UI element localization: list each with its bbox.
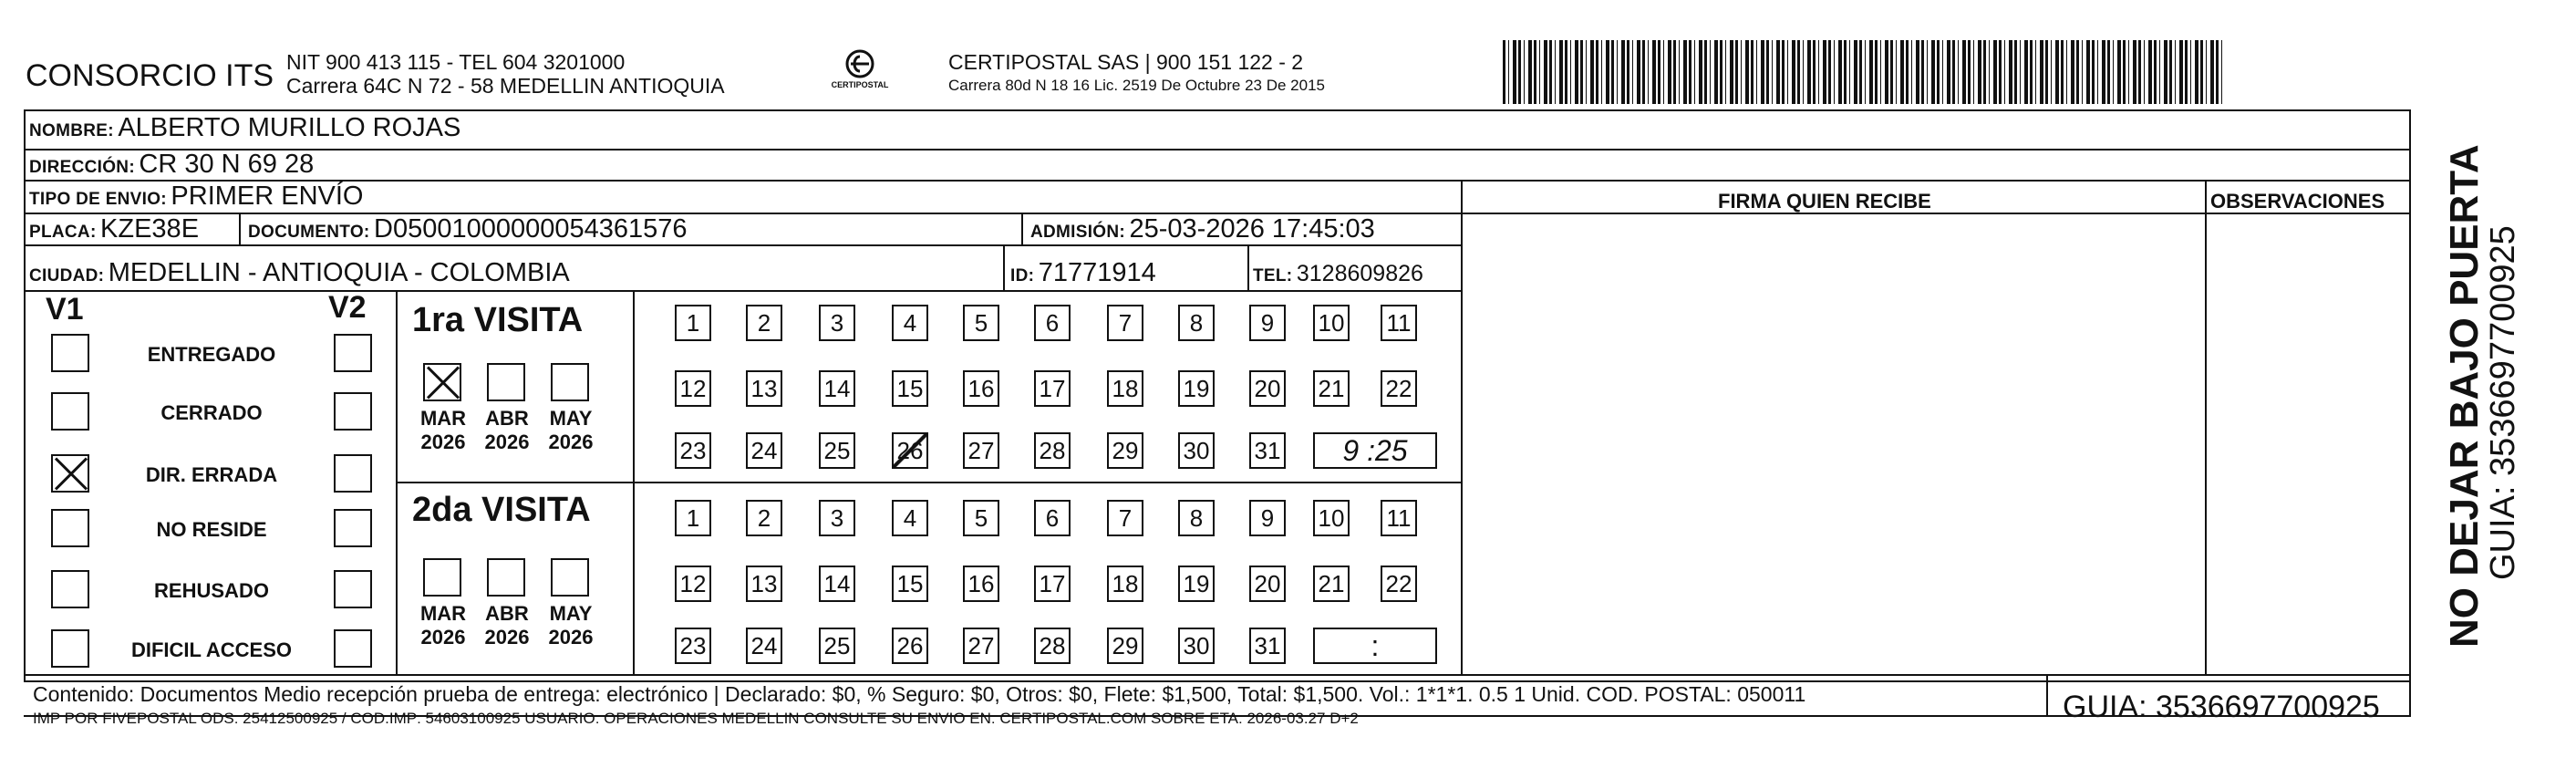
- day-box[interactable]: 5: [963, 500, 999, 536]
- barcode: [1503, 40, 2223, 104]
- day-box[interactable]: 17: [1034, 566, 1071, 602]
- day-box[interactable]: 20: [1249, 370, 1286, 407]
- v1-checkbox[interactable]: [51, 334, 89, 372]
- v2-checkbox[interactable]: [334, 570, 372, 608]
- nit-line: NIT 900 413 115 - TEL 604 3201000: [286, 50, 626, 74]
- day-box[interactable]: 9: [1249, 500, 1286, 536]
- v1-checkbox[interactable]: [51, 629, 89, 668]
- admision-label: ADMISIÓN:: [1030, 223, 1126, 242]
- certipostal-logo: [828, 44, 892, 102]
- day-box[interactable]: 26: [892, 628, 928, 664]
- tel-value: 3128609826: [1296, 261, 1423, 286]
- status-label: DIR. ERRADA: [145, 463, 278, 486]
- certipostal-line: CERTIPOSTAL SAS | 900 151 122 - 2: [948, 50, 1304, 74]
- visit1-time-box[interactable]: 9 :25: [1313, 432, 1437, 469]
- visit2-title: 2da VISITA: [412, 491, 591, 529]
- no-dejar-warning: NO DEJAR BAJO PUERTA: [2442, 144, 2487, 648]
- day-box[interactable]: 4: [892, 305, 928, 341]
- day-box[interactable]: 25: [819, 432, 855, 469]
- documento-label: DOCUMENTO:: [248, 223, 370, 242]
- day-box[interactable]: 11: [1381, 500, 1417, 536]
- v1-checkbox[interactable]: [51, 509, 89, 547]
- ciudad-label: CIUDAD:: [29, 266, 105, 285]
- month-checkbox[interactable]: [487, 363, 525, 401]
- day-box[interactable]: 16: [963, 566, 999, 602]
- day-box[interactable]: 29: [1107, 432, 1143, 469]
- v2-checkbox[interactable]: [334, 454, 372, 493]
- day-box[interactable]: 24: [746, 432, 782, 469]
- v2-checkbox[interactable]: [334, 629, 372, 668]
- id-label: ID:: [1010, 266, 1035, 285]
- status-label: REHUSADO: [154, 579, 269, 602]
- tipo-envio-label: TIPO DE ENVIO:: [29, 190, 167, 209]
- day-box[interactable]: 23: [675, 432, 711, 469]
- v2-checkbox[interactable]: [334, 392, 372, 431]
- month-checkbox[interactable]: [423, 558, 461, 597]
- day-box[interactable]: 7: [1107, 305, 1143, 341]
- company-name: CONSORCIO ITS: [26, 58, 274, 93]
- day-box[interactable]: 27: [963, 628, 999, 664]
- day-box[interactable]: 25: [819, 628, 855, 664]
- month-checkbox[interactable]: [423, 363, 461, 401]
- day-box[interactable]: 14: [819, 370, 855, 407]
- month-checkbox[interactable]: [487, 558, 525, 597]
- v2-checkbox[interactable]: [334, 509, 372, 547]
- nombre-value: ALBERTO MURILLO ROJAS: [118, 113, 461, 142]
- month-checkbox[interactable]: [551, 558, 589, 597]
- ciudad-value: MEDELLIN - ANTIOQUIA - COLOMBIA: [108, 258, 570, 287]
- logo-text: CERTIPOSTAL: [831, 80, 889, 89]
- day-box[interactable]: 1: [675, 305, 711, 341]
- side-guia: GUIA: 3536697700925: [2484, 225, 2522, 580]
- day-box[interactable]: 22: [1381, 370, 1417, 407]
- day-box[interactable]: 18: [1107, 566, 1143, 602]
- day-box[interactable]: 16: [963, 370, 999, 407]
- day-box[interactable]: 6: [1034, 500, 1071, 536]
- contenido-line: Contenido: Documentos Medio recepción prueba de entrega: electrónico | Declarado: $0, % Seguro: $0, Otros: $0, Flete: $1,500, Total: $1,500. Vol.: 1*1*1. 0.5 1 Unid. COD. POSTAL: 050011: [33, 682, 1806, 706]
- day-box[interactable]: 17: [1034, 370, 1071, 407]
- month-label: ABR 2026: [484, 602, 530, 649]
- day-box-marked[interactable]: 26: [892, 432, 928, 469]
- day-box[interactable]: 21: [1313, 370, 1350, 407]
- day-box[interactable]: 15: [892, 566, 928, 602]
- day-box[interactable]: 13: [746, 370, 782, 407]
- status-label: DIFICIL ACCESO: [130, 638, 292, 661]
- id-value: 71771914: [1038, 258, 1156, 287]
- month-checkbox[interactable]: [551, 363, 589, 401]
- placa-value: KZE38E: [100, 214, 200, 244]
- day-box[interactable]: 21: [1313, 566, 1350, 602]
- status-label: NO RESIDE: [156, 518, 267, 541]
- day-box[interactable]: 8: [1178, 500, 1215, 536]
- day-box[interactable]: 27: [963, 432, 999, 469]
- tel-label: TEL:: [1253, 266, 1293, 285]
- month-label: MAR 2026: [419, 602, 467, 649]
- observaciones-label: OBSERVACIONES: [2210, 190, 2385, 213]
- tipo-envio-value: PRIMER ENVÍO: [171, 182, 364, 211]
- v1-checkbox[interactable]: [51, 392, 89, 431]
- admision-value: 25-03-2026 17:45:03: [1129, 214, 1375, 244]
- day-box[interactable]: 3: [819, 305, 855, 341]
- day-box[interactable]: 19: [1178, 566, 1215, 602]
- day-box[interactable]: 19: [1178, 370, 1215, 407]
- visit1-title: 1ra VISITA: [412, 301, 584, 339]
- day-box[interactable]: 18: [1107, 370, 1143, 407]
- day-box[interactable]: 12: [675, 370, 711, 407]
- day-box[interactable]: 23: [675, 628, 711, 664]
- day-box[interactable]: 2: [746, 500, 782, 536]
- v2-header: V2: [328, 290, 367, 325]
- footer-guia: GUIA: 3536697700925: [2063, 690, 2380, 724]
- day-box[interactable]: 4: [892, 500, 928, 536]
- documento-value: D05001000000054361576: [374, 214, 688, 244]
- day-box[interactable]: 9: [1249, 305, 1286, 341]
- imp-line: IMP POR FIVEPOSTAL ODS: 25412500925 / COD.IMP: 54603100925 USUARIO: OPERACIONES MEDELLIN CONSULTE SU ENVIO EN: CERTIPOSTAL.COM SOBRE ETA: 2026-03:27 D+2: [33, 710, 1359, 727]
- day-box[interactable]: 2: [746, 305, 782, 341]
- direccion-label: DIRECCIÓN:: [29, 158, 135, 177]
- v2-checkbox[interactable]: [334, 334, 372, 372]
- day-box[interactable]: 24: [746, 628, 782, 664]
- day-box[interactable]: 13: [746, 566, 782, 602]
- day-box[interactable]: 22: [1381, 566, 1417, 602]
- nombre-label: NOMBRE:: [29, 121, 114, 140]
- day-box[interactable]: 8: [1178, 305, 1215, 341]
- day-box[interactable]: 10: [1313, 500, 1350, 536]
- day-box[interactable]: 14: [819, 566, 855, 602]
- day-box[interactable]: 5: [963, 305, 999, 341]
- day-box[interactable]: 3: [819, 500, 855, 536]
- company-address: Carrera 64C N 72 - 58 MEDELLIN ANTIOQUIA: [286, 74, 725, 98]
- v1-checkbox[interactable]: [51, 454, 89, 493]
- day-box[interactable]: 6: [1034, 305, 1071, 341]
- day-box[interactable]: 29: [1107, 628, 1143, 664]
- day-box[interactable]: 28: [1034, 432, 1071, 469]
- month-label: MAY 2026: [548, 407, 594, 453]
- day-box[interactable]: 12: [675, 566, 711, 602]
- day-box[interactable]: 11: [1381, 305, 1417, 341]
- day-box[interactable]: 30: [1178, 628, 1215, 664]
- day-box[interactable]: 28: [1034, 628, 1071, 664]
- status-label: CERRADO: [160, 401, 263, 424]
- day-box[interactable]: 1: [675, 500, 711, 536]
- v1-header: V1: [46, 292, 84, 327]
- certipostal-license: Carrera 80d N 18 16 Lic. 2519 De Octubre 23 De 2015: [948, 77, 1325, 94]
- day-box[interactable]: 31: [1249, 432, 1286, 469]
- day-box[interactable]: 31: [1249, 628, 1286, 664]
- day-box[interactable]: 15: [892, 370, 928, 407]
- main-frame: [24, 109, 2411, 682]
- day-box[interactable]: 7: [1107, 500, 1143, 536]
- month-label: ABR 2026: [484, 407, 530, 453]
- firma-label: FIRMA QUIEN RECIBE: [1718, 190, 1931, 213]
- v1-checkbox[interactable]: [51, 570, 89, 608]
- direccion-value: CR 30 N 69 28: [139, 150, 315, 179]
- month-label: MAY 2026: [548, 602, 594, 649]
- day-box[interactable]: 30: [1178, 432, 1215, 469]
- placa-label: PLACA:: [29, 223, 97, 242]
- day-box[interactable]: 10: [1313, 305, 1350, 341]
- month-label: MAR 2026: [419, 407, 467, 453]
- status-label: ENTREGADO: [147, 343, 276, 366]
- visit2-time-box[interactable]: :: [1313, 628, 1437, 664]
- day-box[interactable]: 20: [1249, 566, 1286, 602]
